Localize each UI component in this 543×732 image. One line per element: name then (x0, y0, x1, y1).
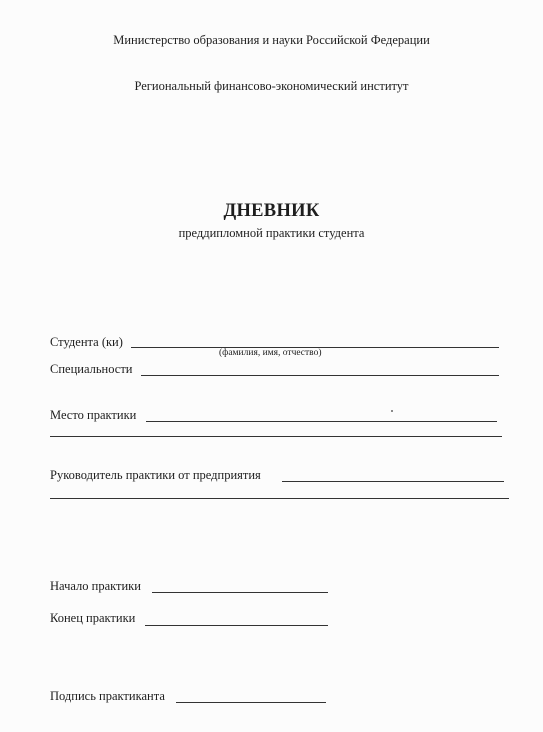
supervisor-label: Руководитель практики от предприятия (50, 468, 261, 482)
specialty-label: Специальности (50, 362, 133, 376)
supervisor-line-2 (50, 498, 509, 499)
signature-line (176, 702, 326, 703)
document-subtitle: преддипломной практики студента (178, 226, 365, 240)
student-hint: (фамилия, имя, отчество) (219, 348, 322, 358)
end-label: Конец практики (50, 611, 136, 625)
place-line (146, 421, 497, 422)
place-label: Место практики (50, 408, 137, 422)
start-line (152, 592, 328, 593)
ministry-heading: Министерство образования и науки Российской Федерации (113, 33, 430, 47)
student-label: Студента (ки) (50, 335, 123, 349)
paper-speck (391, 410, 393, 412)
place-line-2 (50, 436, 502, 437)
document-title: ДНЕВНИК (223, 201, 320, 221)
start-label: Начало практики (50, 579, 141, 593)
specialty-line (141, 375, 499, 376)
end-line (145, 625, 328, 626)
institute-heading: Региональный финансово-экономический институт (134, 79, 409, 93)
supervisor-line (282, 481, 504, 482)
signature-label: Подпись практиканта (50, 689, 165, 703)
